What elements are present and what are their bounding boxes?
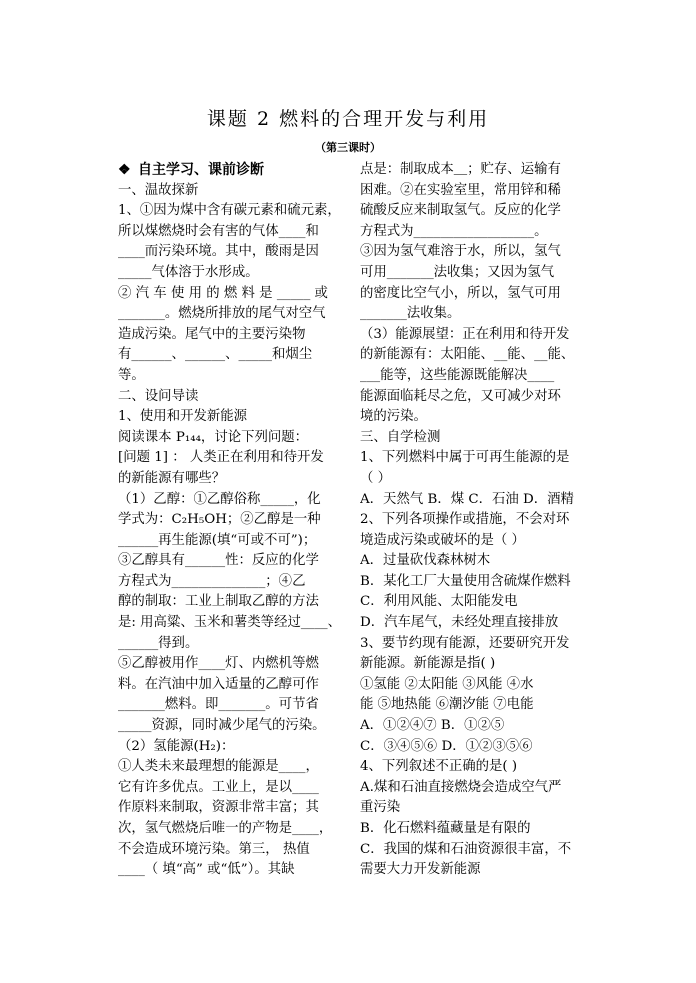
text-line: ③乙醇具有______性：反应的化学 bbox=[118, 553, 319, 569]
text-line: 2、下列各项操作或措施，不会对环 bbox=[360, 512, 570, 528]
text-line: 可用_______法收集；又因为氢气 bbox=[360, 264, 555, 280]
diamond-bullet-icon: ❖ bbox=[118, 162, 131, 178]
text-line: 重污染 bbox=[360, 800, 401, 816]
page-title: 课题 2 燃料的合理开发与利用 bbox=[206, 108, 490, 130]
text-line: 学式为：C₂H₅OH；②乙醇是一种 bbox=[118, 512, 321, 528]
text-line: 能 ⑤地热能 ⑥潮汐能 ⑦电能 bbox=[360, 697, 534, 713]
text-line: 需要大力开发新能源 bbox=[360, 862, 481, 878]
text-line: 等。 bbox=[118, 367, 145, 383]
text-line: A．天然气 B．煤 C．石油 D．酒精 bbox=[360, 491, 574, 507]
text-line: 所以煤燃烧时会有害的气体____和 bbox=[118, 223, 319, 239]
text-line: 境的污染。 bbox=[360, 409, 427, 425]
right-column bbox=[360, 160, 580, 881]
text-line: 次，氢气燃烧后唯一的产物是____， bbox=[118, 821, 333, 836]
text-line: _____资源，同时减少尾气的污染。 bbox=[118, 718, 326, 734]
text-line: A．①②④⑦ B．①②⑤ bbox=[360, 718, 505, 734]
text-line: 点是：制取成本＿；贮存、运输有 bbox=[360, 162, 561, 177]
text-line: 二、设问导读 bbox=[118, 388, 199, 404]
text-line: C．③④⑤⑥ D．①②③⑤⑥ bbox=[360, 738, 533, 754]
left-text-block bbox=[118, 181, 342, 881]
text-line: 三、自学检测 bbox=[360, 429, 441, 445]
text-line: ___能等，这些能源既能解决____ bbox=[360, 367, 555, 383]
text-line: 困难。②在实验室里，常用锌和稀 bbox=[360, 182, 561, 198]
text-line: 方程式为__________________。 bbox=[360, 223, 548, 239]
text-line: ______再生能源(填“可或不可”)； bbox=[118, 532, 317, 548]
text-line: 作原料来制取，资源非常丰富；其 bbox=[118, 800, 319, 816]
text-line: 3、要节约现有能源，还要研究开发 bbox=[360, 635, 570, 651]
text-line: B．化石燃料蕴藏量是有限的 bbox=[360, 821, 531, 836]
text-line: （1）乙醇：①乙醇俗称_____，化 bbox=[118, 491, 321, 507]
text-line: （ ） bbox=[360, 470, 392, 486]
text-line: ③因为氢气难溶于水，所以，氢气 bbox=[360, 244, 561, 260]
section-heading bbox=[118, 160, 342, 181]
text-line: D．汽车尾气，未经处理直接排放 bbox=[360, 615, 559, 631]
text-line: 4、下列叙述不正确的是( ) bbox=[360, 759, 518, 775]
text-line: _______法收集。 bbox=[360, 306, 461, 322]
left-column bbox=[118, 160, 342, 881]
text-line: _______燃料。即_______。可节省 bbox=[118, 697, 319, 713]
text-line: A.煤和石油直接燃烧会造成空气严 bbox=[360, 779, 562, 795]
text-line: _____气体溶于水形成。 bbox=[118, 264, 259, 280]
text-line: C．我国的煤和石油资源很丰富，不 bbox=[360, 841, 572, 857]
text-line: 的新能源有：太阳能、__能、__能、 bbox=[360, 347, 575, 363]
text-line: ② 汽 车 使 用 的 燃 料 是 _____ 或 bbox=[118, 285, 328, 301]
text-line: 1、使用和开发新能源 bbox=[118, 409, 248, 425]
text-line: 醇的制取：工业上制取乙醇的方法 bbox=[118, 594, 319, 610]
text-line: ______得到。 bbox=[118, 635, 199, 651]
text-line: 能源面临耗尽之危，又可减少对环 bbox=[360, 388, 561, 404]
text-line: 1、下列燃料中属于可再生能源的是 bbox=[360, 450, 570, 466]
text-line: 的密度比空气小，所以，氢气可用 bbox=[360, 285, 561, 301]
text-line: ①氢能 ②太阳能 ③风能 ④水 bbox=[360, 676, 534, 692]
text-line: 境造成污染或破坏的是（ ） bbox=[360, 532, 525, 548]
text-line: 不会造成环境污染。第三， 热值 bbox=[118, 841, 310, 857]
text-line: 方程式为______________；④乙 bbox=[118, 573, 306, 589]
text-line: 1、①因为煤中含有碳元素和硫元素， bbox=[118, 203, 341, 219]
text-line: 阅读课本 P₁₄₄，讨论下列问题： bbox=[118, 429, 309, 445]
text-line: _______。燃烧所排放的尾气对空气 bbox=[118, 306, 326, 322]
text-line: A．过量砍伐森林树木 bbox=[360, 553, 491, 569]
text-line: 料。在汽油中加入适量的乙醇可作 bbox=[118, 676, 319, 692]
text-line: （3）能源展望：正在利用和待开发 bbox=[360, 326, 570, 342]
text-line: ⑤乙醇被用作____灯、内燃机等燃 bbox=[118, 656, 319, 672]
section-heading-text: 自主学习、课前诊断 bbox=[138, 162, 264, 178]
text-line: C．利用风能、太阳能发电 bbox=[360, 594, 518, 610]
text-line: 一、温故探新 bbox=[118, 182, 199, 198]
text-line: ①人类未来最理想的能源是____， bbox=[118, 759, 319, 775]
text-line: B．某化工厂大量使用含硫煤作燃料 bbox=[360, 573, 571, 589]
text-line: 有______、______、_____和烟尘 bbox=[118, 347, 313, 363]
text-line: ____（ 填“高” 或“低”）。其缺 bbox=[118, 862, 295, 878]
text-line: 它有许多优点。工业上，是以____ bbox=[118, 779, 319, 795]
text-line: （2）氢能源(H₂)： bbox=[118, 738, 235, 754]
text-line: [问题 1] ： 人类正在利用和待开发 bbox=[118, 450, 324, 466]
lesson-period: （第三课时） bbox=[315, 141, 381, 154]
text-line: 硫酸反应来制取氢气。反应的化学 bbox=[360, 203, 561, 219]
right-text-block bbox=[360, 160, 580, 881]
text-line: ____而污染环境。其中，酸雨是因 bbox=[118, 244, 319, 260]
text-line: 是: 用高粱、玉米和薯类等经过____、 bbox=[118, 615, 342, 631]
text-line: 的新能源有哪些？ bbox=[118, 470, 226, 486]
text-line: 造成污染。尾气中的主要污染物 bbox=[118, 326, 306, 342]
text-line: 新能源。新能源是指( ) bbox=[360, 656, 496, 672]
